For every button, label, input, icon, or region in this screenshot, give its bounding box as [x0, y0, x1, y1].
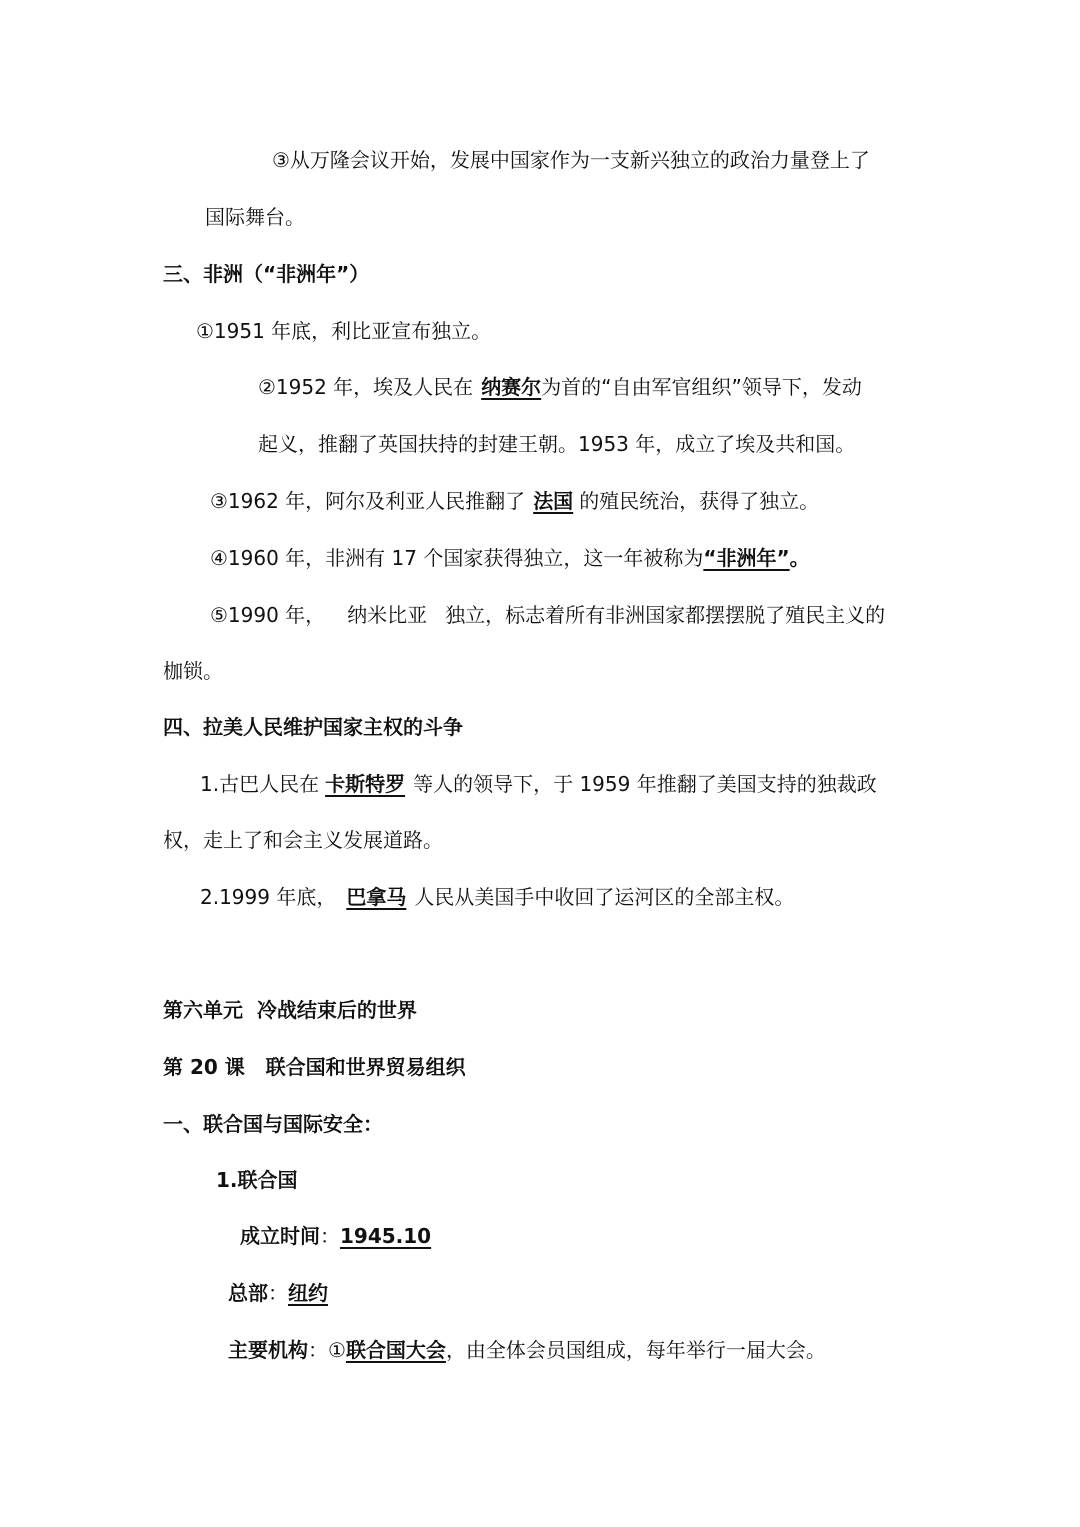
- answer-blank: 联合国大会: [345, 1338, 446, 1362]
- founded-row: [240, 1222, 431, 1250]
- answer-blank: [336, 885, 414, 909]
- item-egypt: [258, 373, 862, 401]
- label: 总部: [228, 1281, 268, 1305]
- item-namibia-cont: 枷锁。: [163, 659, 223, 683]
- answer-blank: 纽约: [288, 1281, 328, 1305]
- text: 等人的领导下，于 1959 年推翻了美国支持的独裁政: [413, 772, 877, 796]
- item-year-of-africa: [210, 544, 810, 572]
- answer-blank: “非洲年”: [703, 546, 790, 570]
- heading-africa: 三、非洲（“非洲年”）: [163, 262, 370, 286]
- answer-blank: 纳赛尔: [481, 375, 542, 399]
- text: 国际舞台。: [205, 205, 305, 229]
- colon: ：: [308, 1338, 328, 1362]
- answer: 巴拿马: [346, 885, 407, 909]
- text: 为首的“自由军官组织”领导下，发动: [541, 375, 862, 399]
- heading-latin-america: 四、拉美人民维护国家主权的斗争: [163, 715, 463, 739]
- text: 独立，标志着所有非洲国家都摆摆脱了殖民主义的: [445, 603, 886, 627]
- answer-blank: [319, 772, 413, 796]
- answer: 法国: [533, 489, 574, 513]
- item-panama: [200, 883, 794, 911]
- label: 主要机构: [228, 1338, 308, 1362]
- text: ②1952 年，埃及人民在: [258, 375, 474, 399]
- text: 人民从美国手中收回了运河区的全部主权。: [414, 885, 795, 909]
- organs-row: [228, 1336, 826, 1364]
- item-libya: ①1951 年底，利比亚宣布独立。: [196, 319, 492, 343]
- paragraph-bandung-2: [205, 203, 305, 231]
- answer: 卡斯特罗: [325, 772, 406, 796]
- item-namibia: [210, 601, 885, 629]
- item-cuba: [200, 770, 877, 798]
- text: 。: [789, 546, 810, 570]
- item-cuba-cont: 权，走上了和会主义发展道路。: [163, 828, 443, 852]
- lesson-title: 第 20 课 联合国和世界贸易组织: [163, 1055, 466, 1079]
- text: 1.古巴人民在: [200, 772, 320, 796]
- item-algeria: [210, 487, 819, 515]
- text: ③从万隆会议开始，发展中国家作为一支新兴独立的政治力量登上了: [272, 148, 870, 172]
- hq-row: [228, 1279, 328, 1307]
- answer-blank: 1945.10: [340, 1224, 432, 1248]
- answer: 纳米比亚: [347, 603, 428, 627]
- text: 2.1999 年底，: [200, 885, 337, 909]
- sub-title: 1.联合国: [216, 1168, 298, 1192]
- colon: ：: [268, 1281, 288, 1305]
- section-title: 一、联合国与国际安全：: [163, 1112, 383, 1136]
- text: 的殖民统治，获得了独立。: [579, 489, 820, 513]
- answer-blank: [525, 489, 579, 513]
- unit-title: 第六单元 冷战结束后的世界: [163, 998, 417, 1022]
- text: ③1962 年，阿尔及利亚人民推翻了: [210, 489, 526, 513]
- label: 成立时间: [240, 1224, 320, 1248]
- text: ⑤1990 年，: [210, 603, 326, 627]
- text: ④1960 年，非洲有 17 个国家获得独立，这一年被称为: [210, 546, 704, 570]
- paragraph-bandung-1: [272, 146, 870, 174]
- text: ，由全体会员国组成，每年举行一届大会。: [445, 1338, 826, 1362]
- text: ①: [328, 1338, 346, 1362]
- item-egypt-cont: 起义，推翻了英国扶持的封建王朝。1953 年，成立了埃及共和国。: [258, 432, 856, 456]
- colon: ：: [320, 1224, 340, 1248]
